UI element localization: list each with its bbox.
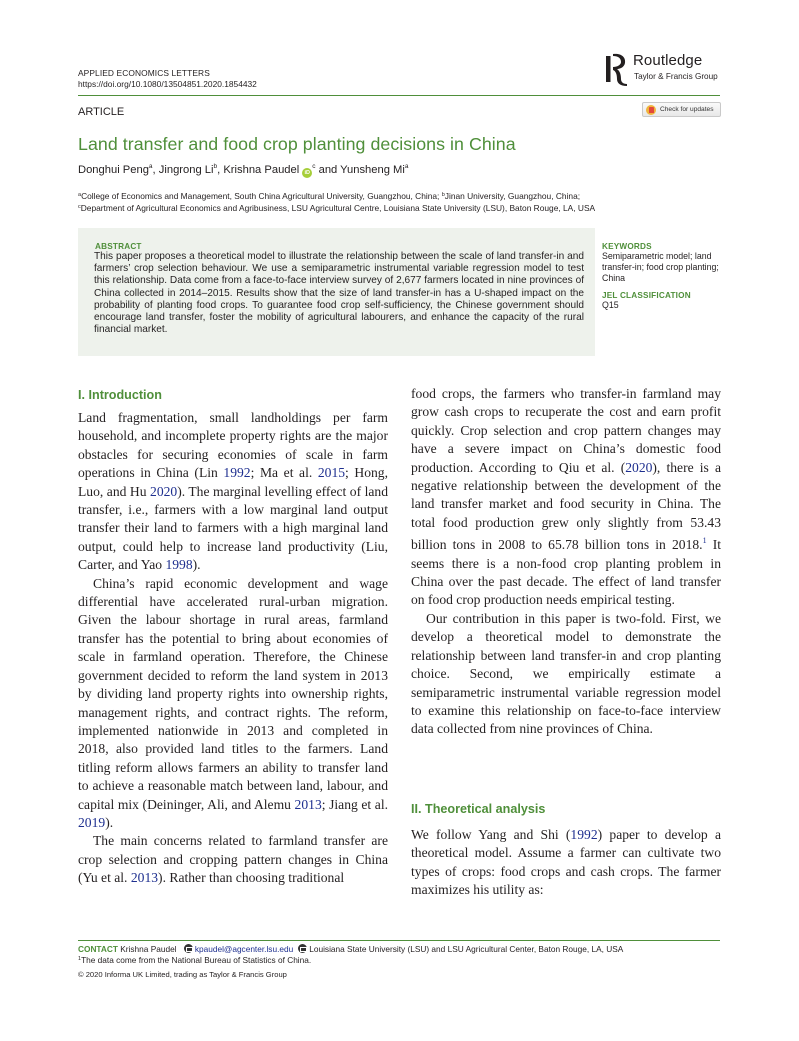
citation-link[interactable]: 2013 [294,796,322,812]
text: China’s rapid economic development and wage differential have accelerated rural-urban migration. Given the labour shortage in rural areas, farmland transfer has the potential to bring about economies of scale in farmland operation. Therefore, the Chinese government decided to reform the land system in 2013 by dividing land property rights into ownership rights, management rights, and contract rights. The reform, implemented nationwide in 2013 and completed in 2018, also provided land titles to the farmers. Land titling reform allows farmers an ability to transfer land to achieve a reasonable match between land, labour, and capital mix (Deininger, Ali, and Alemu [78,575,388,812]
citation-link[interactable]: 1998 [165,557,193,573]
text: We follow Yang and Shi ( [411,827,571,842]
abstract-box [78,228,595,356]
text: ). [105,814,114,830]
author-list [78,163,408,178]
text: It seems there is a non-food crop planting problem in China over the past decade. The effect of land transfer on food crop production needs empirical testing. [411,537,722,608]
affiliation-marker: b [441,192,445,198]
body-column-left [78,409,388,888]
crossmark-icon [646,105,656,115]
paragraph [78,409,388,575]
text: Land fragmentation, small landholdings per farm household, and incomplete property rights are the major obstacles for securing economies of scale in farm operations in China (Lin [78,410,388,481]
citation-link[interactable]: 2015 [317,465,346,481]
keywords-text: Semiparametric model; land transfer-in; food crop planting; China [602,251,719,284]
abstract-text: This paper proposes a theoretical model to illustrate the relationship between the scale of land transfer-in and farmers’ crop selection behaviour. We use a semiparametric instrumental variable regression model to test this relationship. Data come from a face-to-face interview survey of 2,677 farmers located in nine provinces of China collected in 2014–2015. Results show that the size of land transfer-in has a U-shaped impact on the probability of planting food crops. To guarantee food crop self-sufficiency, the Chinese government should encourage land transfer, foster the mobility of agricultural labourers, and enhance the capacity of the rural financial market. [94,251,584,336]
affiliation-text: Jinan University, Guangzhou, China; [444,191,581,201]
footer-divider [78,940,720,941]
affiliation-text: Department of Agricultural Economics and Agribusiness, LSU Agricultural Centre, Louisiana State University (LSU), Baton Rouge, LA, USA [80,203,596,213]
text: ). [192,557,201,573]
affiliation-marker: a [78,192,82,198]
text: ) paper to develop a theoretical model. Assume a farmer can cultivate two types of crops: food crops and cash crops. The farmer maximizes his utility as: [411,827,721,898]
text: ; Ma et al. [250,465,318,481]
check-for-updates-button[interactable] [642,102,721,117]
body-column-right [411,385,721,739]
text: ), there is a negative relationship between the development of the land transfer market and food security in China. The total food production grew only slightly from 53.43 billion tons in 2008 to 65.78 billion tons in 2018. [411,459,721,553]
text: ). Rather than choosing traditional [158,870,345,886]
affiliation-marker: a [148,163,153,170]
affiliation-marker: a [404,163,409,170]
footnote [78,955,311,965]
jel-heading: JEL CLASSIFICATION [602,290,691,300]
text: Our contribution in this paper is two-fold. First, we develop a theoretical model to demonstrate the relationship between land transfer-in and crop planting choice. Second, we empirically estimate a semiparametric instrumental variable regression model to examine this relationship on face-to-face interview data collected from nine provinces of China. [411,610,721,737]
address-icon [298,944,307,953]
author-name[interactable]: Yunsheng Mi [340,164,405,176]
section-heading-introduction: I. Introduction [78,388,162,402]
citation-link[interactable]: 1992 [570,827,598,842]
author-name[interactable]: Jingrong Li [158,164,214,176]
affiliation-marker: c [312,163,316,170]
paragraph [411,385,721,610]
affiliations-line-1 [78,191,580,201]
article-title: Land transfer and food crop planting decisions in China [78,134,516,154]
affiliations-line-2 [78,203,595,213]
paragraph [411,826,721,900]
citation-link[interactable]: 2013 [130,870,159,886]
text: The main concerns related to farmland transfer are crop selection and cropping pattern changes in China (Yu et al. [78,833,388,886]
routledge-logo-icon [606,52,628,86]
jel-code: Q15 [602,299,619,310]
body-column-right-lower [411,826,721,900]
citation-link[interactable]: 2019 [78,814,106,830]
keywords-panel [602,242,727,310]
copyright-notice: © 2020 Informa UK Limited, trading as Taylor & Francis Group [78,970,287,979]
article-type-label: ARTICLE [78,106,125,118]
header-divider [78,95,720,96]
citation-link[interactable]: 2020 [625,459,653,475]
text: ; Jiang et al. [321,796,388,812]
affiliation-text: College of Economics and Management, South China Agricultural University, Guangzhou, China; [81,191,442,201]
paragraph [78,832,388,887]
contact-line [78,944,623,954]
publisher-name: Routledge [633,52,703,69]
paragraph [411,610,721,739]
contact-address: Louisiana State University (LSU) and LSU Agricultural Center, Baton Rouge, LA, USA [309,944,624,954]
author-separator: , [152,164,159,176]
affiliation-marker: c [78,204,81,210]
author-name[interactable]: Donghui Peng [78,164,149,176]
abstract-heading: ABSTRACT [95,242,142,251]
text: ; Hong, Luo, and Hu [78,465,388,499]
affiliation-marker: b [213,163,218,170]
section-heading-theoretical-analysis: II. Theoretical analysis [411,802,546,816]
citation-link[interactable]: 2020 [150,483,178,499]
doi-link[interactable]: https://doi.org/10.1080/13504851.2020.1854432 [78,79,257,89]
author-separator: , [217,164,224,176]
contact-email-link[interactable]: kpaudel@agcenter.lsu.edu [194,944,294,954]
text: ). The marginal levelling effect of land transfer, i.e., farmers with a low marginal land output transfer their land to farmers with a high marginal land output, could help to increase land productivity (Liu, Carter, and Yao [78,483,388,573]
contact-name: Krishna Paudel [117,944,179,954]
journal-name: APPLIED ECONOMICS LETTERS [78,68,210,78]
text: food crops, the farmers who transfer-in farmland may grow cash crops to recuperate the cost and earn profit quickly. Crop selection and crop pattern changes may have a severe impact on China’s domestic food production. According to Qiu et al. ( [411,386,721,475]
check-for-updates-label: Check for updates [660,106,714,113]
footnote-marker: 1 [78,956,82,962]
publisher-logo [606,52,726,90]
footnote-text: The data come from the National Bureau of Statistics of China. [81,955,312,965]
author-separator: and [315,164,341,176]
publisher-subtitle: Taylor & Francis Group [634,72,718,81]
keywords-heading: KEYWORDS [602,242,652,251]
orcid-icon[interactable]: iD [302,168,312,178]
email-icon [184,944,193,953]
footnote-link[interactable]: 1 [702,536,707,546]
author-name[interactable]: Krishna Paudel [223,164,300,176]
contact-label: CONTACT [78,944,118,954]
paragraph [78,575,388,833]
citation-link[interactable]: 1992 [223,465,251,481]
